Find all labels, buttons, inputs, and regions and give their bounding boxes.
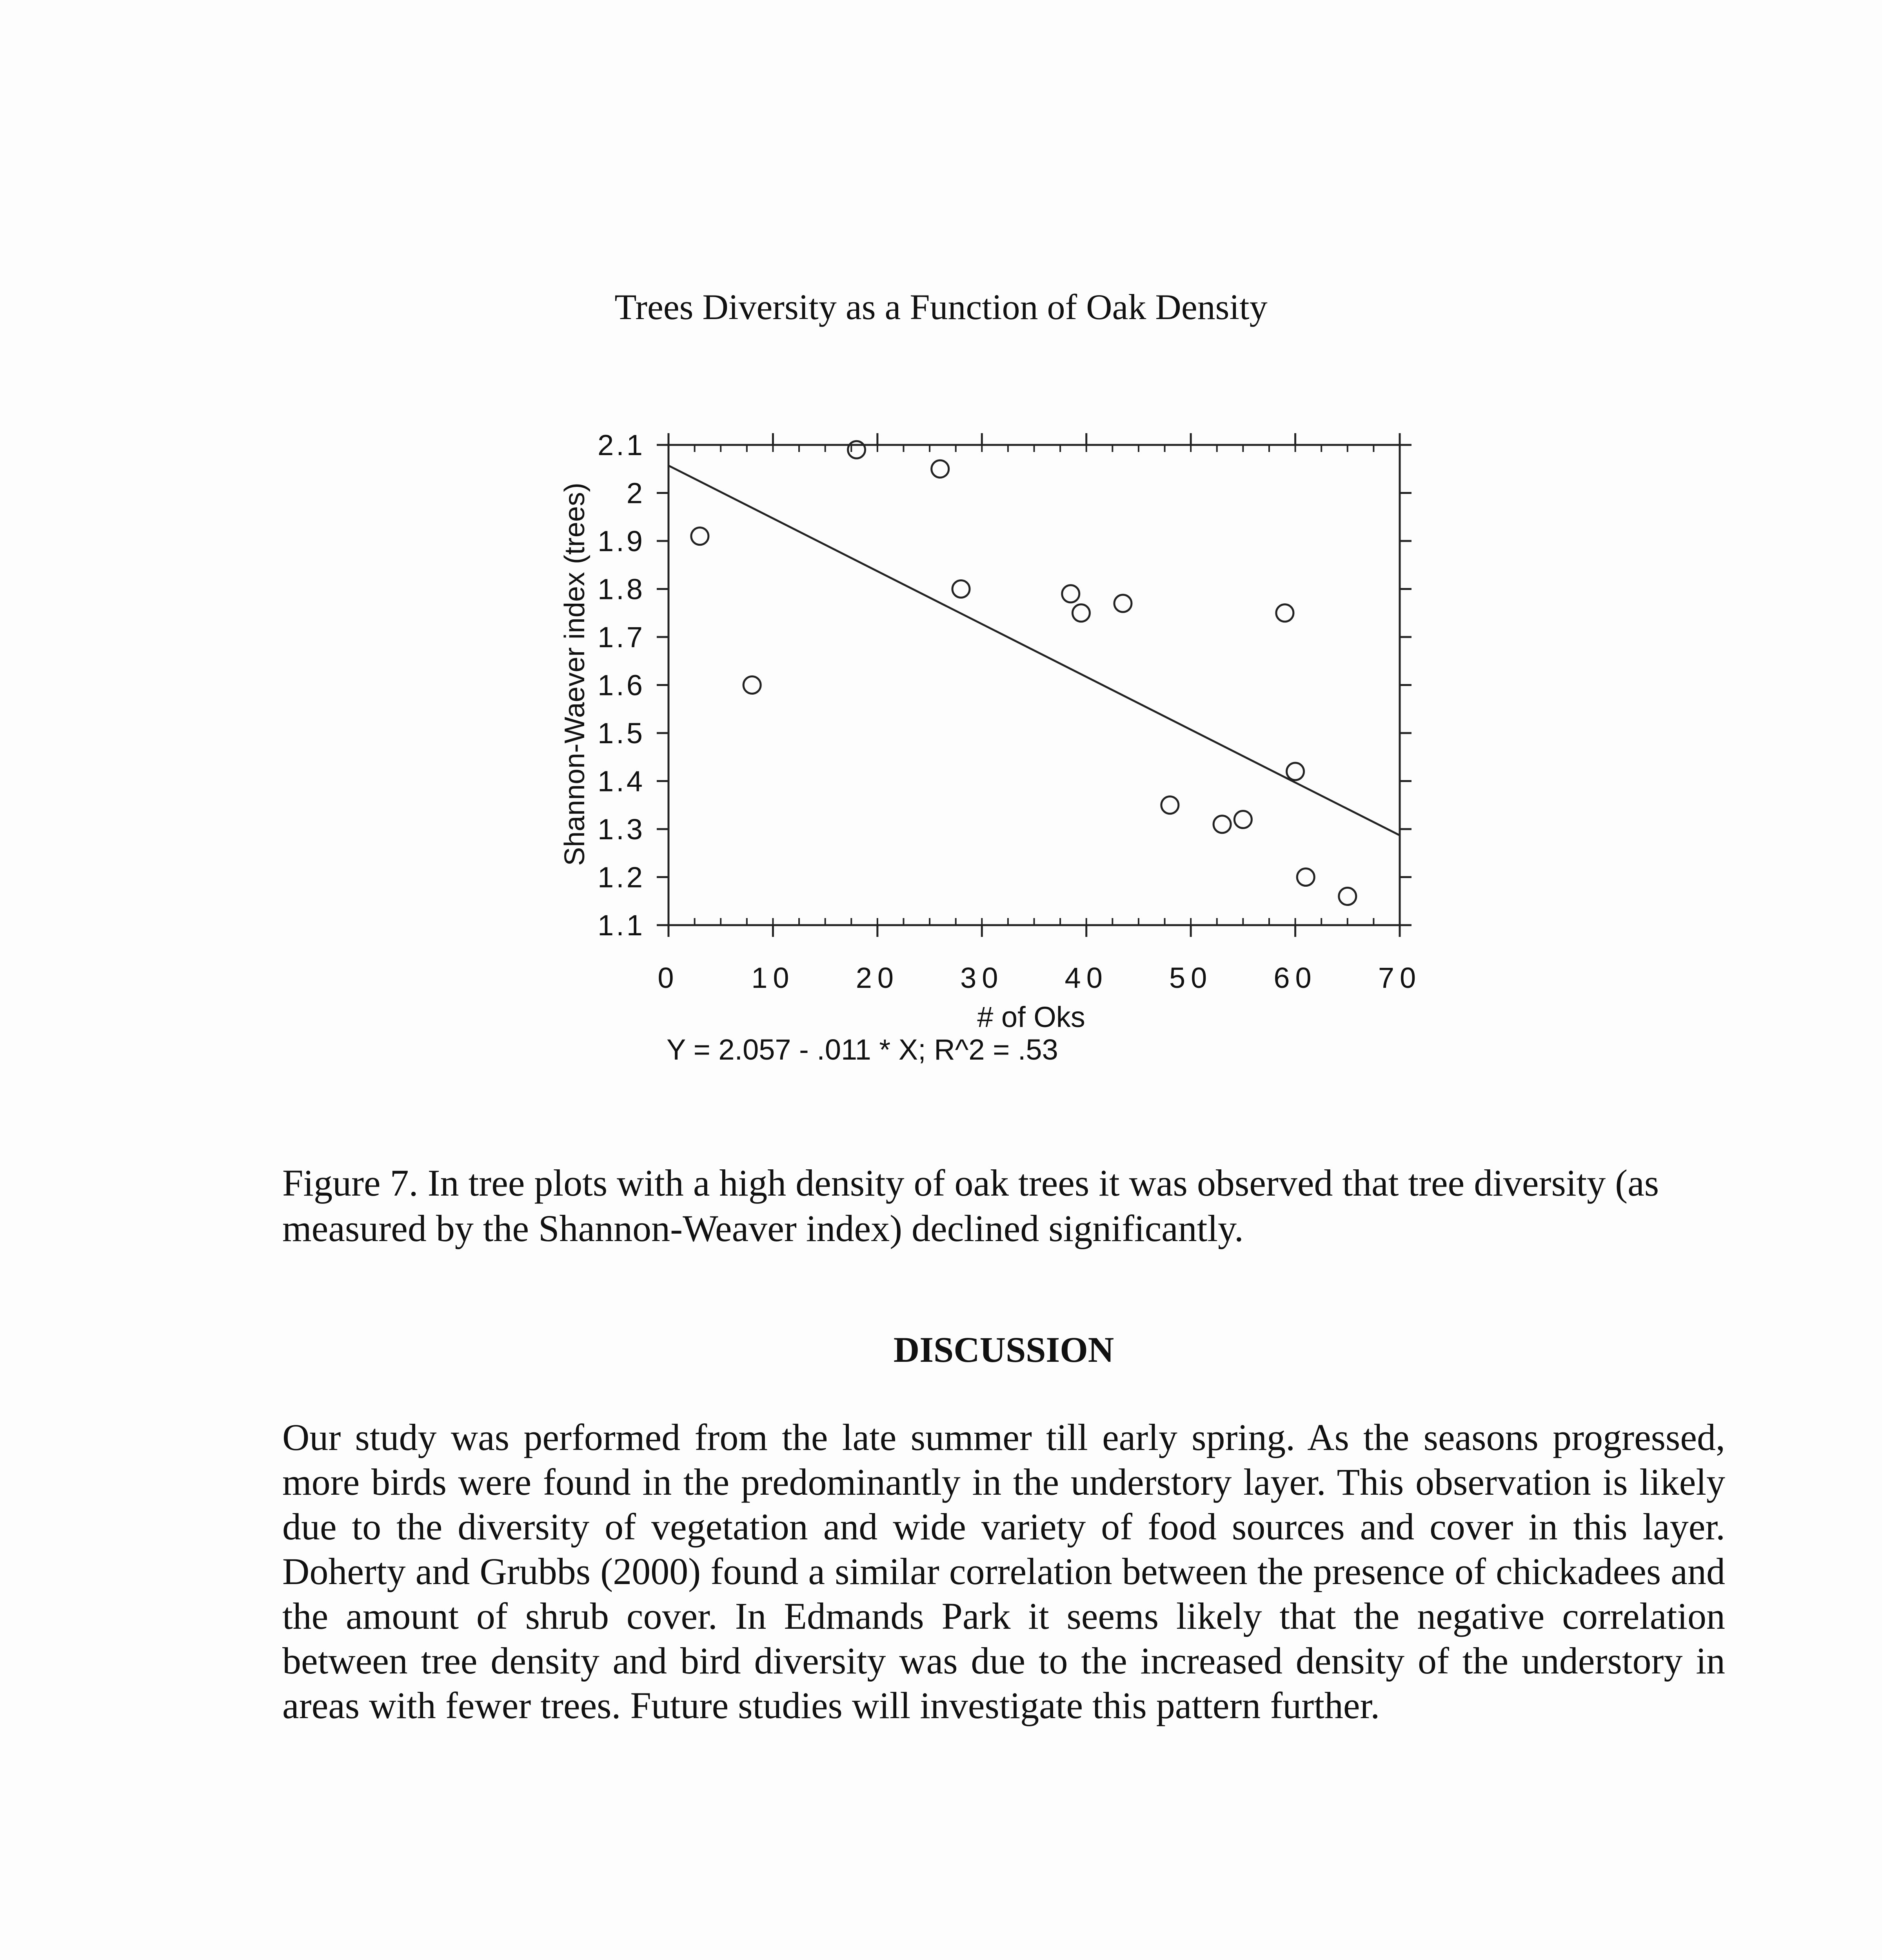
data-point [952, 581, 970, 598]
x-tick-label: 20 [856, 962, 899, 994]
x-axis-label: # of Oks [977, 1001, 1085, 1033]
data-point [1161, 797, 1179, 814]
y-tick-label: 1.3 [598, 813, 645, 846]
data-point [743, 677, 761, 694]
y-tick-label: 1.8 [598, 573, 645, 606]
data-point [1062, 585, 1079, 603]
data-point [1213, 816, 1231, 833]
data-point [1297, 869, 1314, 886]
y-tick-label: 2 [626, 477, 645, 510]
y-tick-label: 1.2 [598, 861, 645, 894]
data-point [1287, 763, 1304, 780]
figure-caption: Figure 7. In tree plots with a high density of oak trees it was observed that tree diversity (as measured by the Shannon-Weaver index) declined significantly. [282, 1162, 1659, 1249]
data-point [1114, 595, 1132, 612]
plot-frame [669, 445, 1400, 925]
data-point [848, 441, 865, 458]
chart-title: Trees Diversity as a Function of Oak Density [614, 287, 1268, 327]
regression-line [669, 466, 1400, 835]
x-tick-label: 30 [960, 962, 1004, 994]
discussion-paragraph: Our study was performed from the late summer till early spring. As the seasons progressed, more birds were found in the predominantly in the understory layer. This observation is likely due to the diversity of vegetation and wide variety of food sources and cover in this layer. Doherty and Grubbs (2000) found a similar correlation between the presence of chickadees and the amount of shrub cover. In Edmands Park it seems likely that the negative correlation between tree density and bird diversity was due to the increased density of the understory in areas with fewer trees. Future studies will investigate this pattern further. [282, 1416, 1725, 1726]
data-point [1234, 811, 1252, 828]
fit-line-layer [669, 466, 1400, 835]
y-tick-label: 1.1 [598, 909, 645, 942]
data-point [691, 528, 708, 545]
x-tick-label: 60 [1273, 962, 1317, 994]
y-tick-label: 1.6 [598, 669, 645, 702]
plot-border [669, 445, 1400, 925]
section-heading: DISCUSSION [893, 1330, 1114, 1370]
x-tick-label: 0 [658, 962, 679, 994]
y-axis-label: Shannon-Waever index (trees) [559, 483, 590, 866]
tick-labels-layer [598, 429, 1421, 994]
y-tick-label: 1.9 [598, 525, 645, 557]
y-tick-label: 1.4 [598, 765, 645, 798]
ticks-layer [657, 433, 1412, 937]
x-tick-label: 10 [751, 962, 795, 994]
y-tick-label: 1.7 [598, 621, 645, 653]
points-layer [691, 441, 1356, 905]
data-point [1276, 604, 1293, 622]
data-point [932, 460, 949, 477]
regression-equation: Y = 2.057 - .011 * X; R^2 = .53 [667, 1033, 1058, 1066]
data-point [1072, 604, 1090, 622]
y-tick-label: 1.5 [598, 717, 645, 750]
y-tick-label: 2.1 [598, 429, 645, 461]
x-tick-label: 50 [1169, 962, 1213, 994]
x-tick-label: 70 [1378, 962, 1422, 994]
data-point [1339, 888, 1356, 905]
x-tick-label: 40 [1065, 962, 1108, 994]
